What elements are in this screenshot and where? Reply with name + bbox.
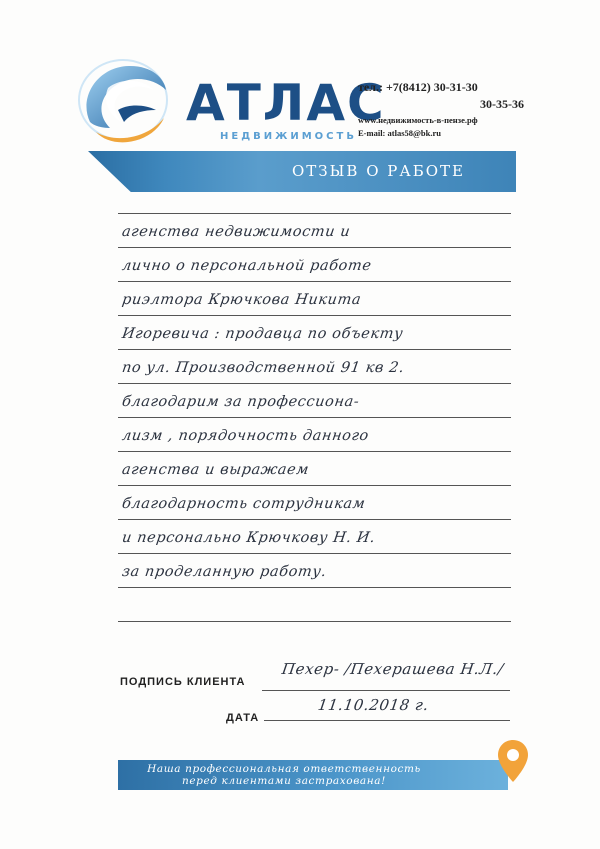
client-signature: Пехер- /Пехерашева Н.Л./: [280, 660, 506, 678]
review-line: благодарность сотрудникам: [120, 496, 367, 512]
review-line: благодарим за профессиона-: [120, 394, 361, 410]
form-rule: [118, 247, 511, 248]
form-title: ОТЗЫВ О РАБОТЕ: [292, 162, 465, 180]
form-rule: [118, 213, 511, 214]
review-line: за проделанную работу.: [120, 564, 328, 580]
review-line: по ул. Производственной 91 кв 2.: [120, 360, 406, 376]
form-rule: [118, 383, 511, 384]
form-rule: [118, 519, 511, 520]
review-line: агенства недвижимости и: [120, 224, 352, 240]
form-rule: [118, 349, 511, 350]
form-rule: [118, 315, 511, 316]
client-signature-label: ПОДПИСЬ КЛИЕНТА: [120, 676, 246, 688]
review-line: и персонально Крючкову Н. И.: [120, 530, 377, 546]
form-rule: [118, 553, 511, 554]
globe-emblem-icon: [68, 52, 178, 152]
form-rule: [118, 451, 511, 452]
phone-primary: тел.: +7(8412) 30-31-30: [358, 80, 478, 94]
review-line: агенства и выражаем: [120, 462, 311, 478]
brand-name: АТЛАС: [186, 74, 386, 132]
email-link[interactable]: E-mail: atlas58@bk.ru: [358, 128, 441, 138]
phone-secondary: 30-35-36: [480, 97, 524, 111]
form-rule: [118, 281, 511, 282]
form-rule: [118, 485, 511, 486]
brand-tagline: НЕДВИЖИМОСТЬ: [220, 131, 357, 142]
date-value: 11.10.2018 г.: [316, 696, 431, 714]
date-rule: [264, 720, 510, 721]
footer-slogan-line1: Наша профессиональная ответственность: [147, 763, 421, 775]
form-rule: [118, 417, 511, 418]
review-line: Игоревича : продавца по объекту: [120, 326, 405, 342]
form-rule: [118, 587, 511, 588]
date-label: ДАТА: [226, 712, 260, 724]
footer-slogan-line2: перед клиентами застрахована!: [182, 775, 386, 787]
review-line: лично о персональной работе: [120, 258, 373, 274]
contact-block: [358, 80, 536, 138]
footer-slogan: [118, 763, 450, 787]
review-line: риэлтора Крючкова Никита: [120, 292, 363, 308]
review-line: лизм , порядочность данного: [120, 428, 370, 444]
client-signature-rule: [262, 690, 510, 691]
location-pin-icon: [496, 738, 530, 784]
atlas-logo: [68, 52, 386, 152]
website-link[interactable]: www.недвижимость-в-пензе.рф: [358, 115, 478, 125]
form-rule: [118, 621, 511, 622]
